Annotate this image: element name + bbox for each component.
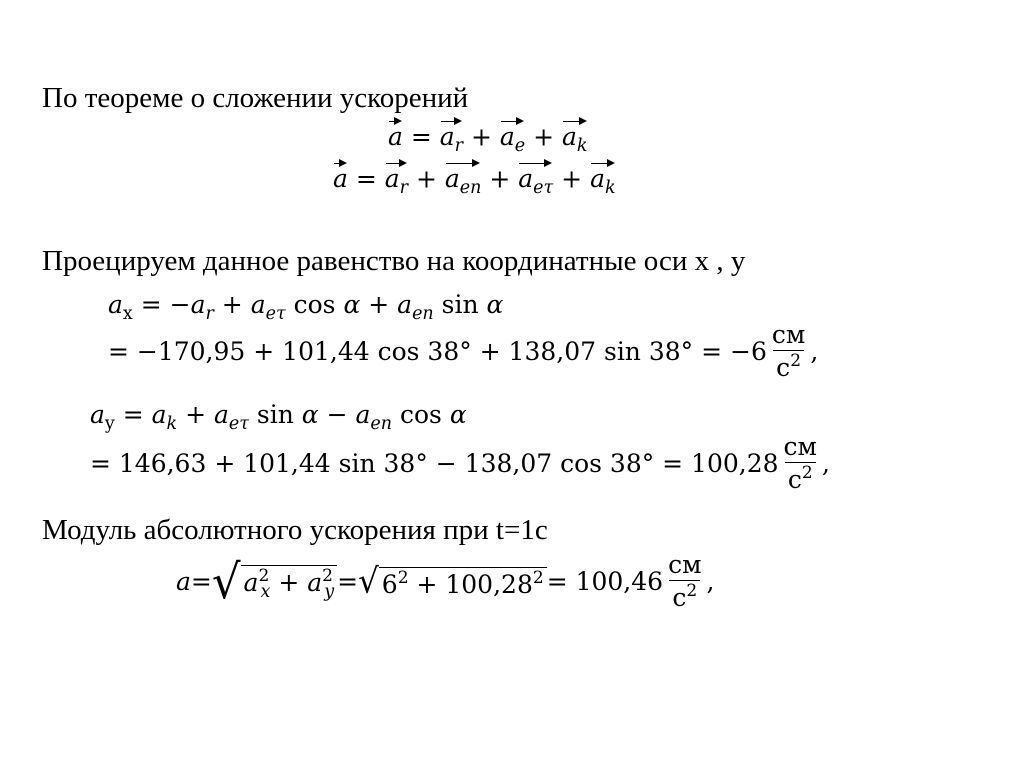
operator: + bbox=[525, 122, 562, 152]
vector-ar: $a_r$ bbox=[385, 160, 408, 191]
equation-ay: $a_y = a_k + a_{e\tau}$ $\sin \alpha - a_{en}$ cos α bbox=[90, 400, 467, 435]
vector-a: a bbox=[388, 118, 403, 149]
operator: = bbox=[402, 122, 440, 152]
heading-projection: Проецируем данное равенство на координатные оси x , y bbox=[42, 245, 746, 277]
vector-ae: $a_e$ bbox=[500, 118, 525, 149]
vector-aen: $a_{en}$ bbox=[445, 160, 482, 191]
equation-absolute: a = √ $a^2_x + a^2_y$ = √ $6^2 + 100,28^2$ = 100,46 $\frac{см}{с^2}$ , bbox=[176, 550, 715, 612]
vector-ar: $a_r$ bbox=[440, 118, 463, 149]
square-root: √ $6^2 + 100,28^2$ bbox=[358, 565, 547, 598]
vector-ak: $a_k$ bbox=[590, 160, 616, 191]
equation-vector-sum-expanded bbox=[333, 160, 616, 199]
operator: + bbox=[408, 164, 445, 194]
unit-fraction: $\frac{см}{с^2}$ bbox=[771, 320, 806, 382]
vector-a: a bbox=[333, 160, 348, 191]
heading-acceleration-addition: По теореме о сложении ускорений bbox=[42, 82, 469, 114]
heading-absolute-acceleration: Модуль абсолютного ускорения при t=1c bbox=[42, 514, 548, 546]
equation-ax: $a_x = -a_r + a_{e\tau}$ $\cos \alpha + a_{en}$ sin α bbox=[108, 290, 504, 325]
equation-vector-sum bbox=[388, 118, 588, 157]
equation-ax-value: = −170,95 + 101,44 cos 38° + 138,07 sin 38° = −6 $\frac{см}{с^2}$ , bbox=[108, 320, 819, 382]
vector-ak: $a_k$ bbox=[562, 118, 588, 149]
unit-fraction: $\frac{см}{с^2}$ bbox=[668, 550, 702, 612]
operator: = bbox=[347, 164, 385, 194]
unit-fraction: $\frac{см}{с^2}$ bbox=[783, 432, 817, 494]
operator: + bbox=[553, 164, 591, 194]
operator: + bbox=[463, 122, 500, 152]
operator: + bbox=[481, 164, 519, 194]
equation-ay-value: = 146,63 + 101,44 sin 38° − 138,07 cos 38° = 100,28 $\frac{см}{с^2}$ , bbox=[90, 432, 830, 494]
square-root: √ $a^2_x + a^2_y$ bbox=[212, 559, 337, 604]
vector-aetau: $a_{e\tau}$ bbox=[518, 160, 553, 191]
